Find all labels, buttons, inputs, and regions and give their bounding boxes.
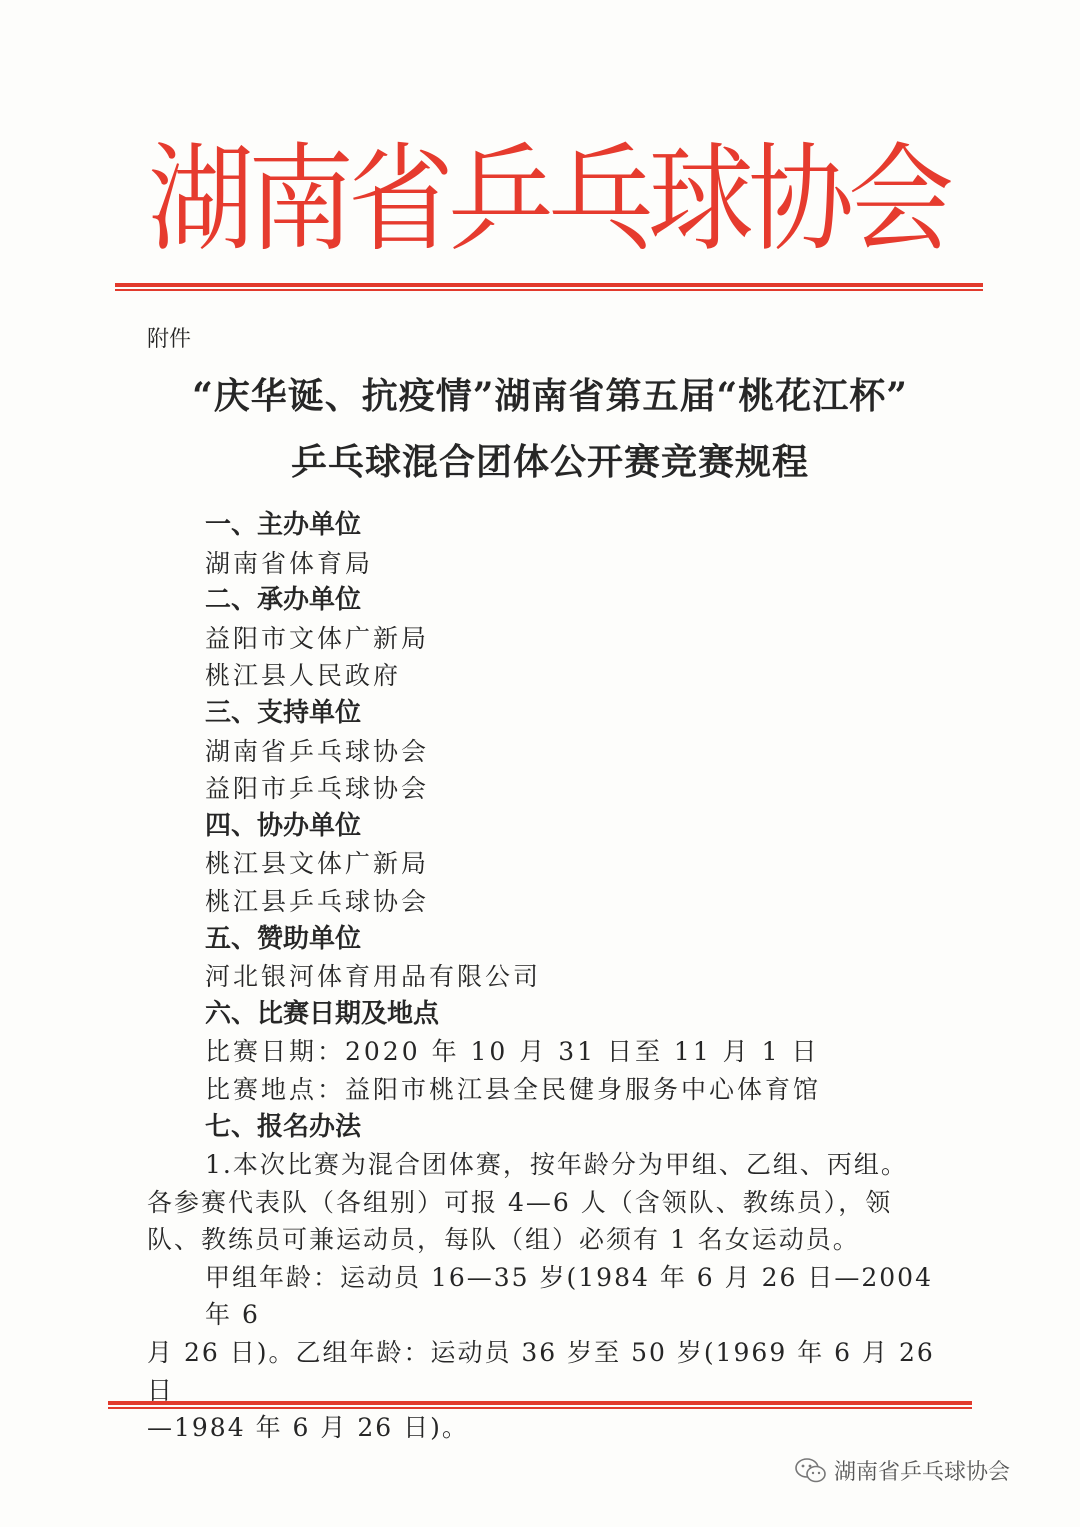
section-line: 湖南省乒乓球协会: [205, 736, 430, 766]
document-title-line2: 乒乓球混合团体公开赛竞赛规程: [290, 441, 809, 483]
section-line: 比赛地点：益阳市桃江县全民健身服务中心体育馆: [205, 1074, 822, 1104]
org-char: 省: [348, 131, 454, 268]
watermark-text: 湖南省乒乓球协会: [834, 1460, 1011, 1485]
org-char: 乒: [448, 131, 554, 268]
paragraph-line: 各参赛代表队（各组别）可报 4—6 人（含领队、教练员），领: [147, 1187, 893, 1217]
wechat-icon: [794, 1457, 828, 1485]
footer-divider: [108, 1401, 972, 1409]
section-line: 比赛日期：2020 年 10 月 31 日至 11 月 1 日: [205, 1037, 820, 1067]
section-line: 桃江县乒乓球协会: [205, 886, 430, 916]
org-char: 南: [248, 131, 354, 268]
attachment-label: 附件: [147, 327, 192, 352]
section-heading: 五、赞助单位: [205, 923, 362, 954]
paragraph-line: 1.本次比赛为混合团体赛，按年龄分为甲组、乙组、丙组。: [205, 1150, 908, 1180]
wechat-watermark: [794, 1455, 1010, 1486]
paragraph-line: 甲组年龄：运动员 16—35 岁(1984 年 6 月 26 日—2004 年 6: [205, 1262, 933, 1330]
org-char: 球: [648, 131, 754, 268]
section-line: 河北银河体育用品有限公司: [205, 962, 542, 992]
org-char: 会: [848, 131, 954, 268]
section-line: 益阳市乒乓球协会: [205, 774, 430, 804]
section-heading: 七、报名办法: [205, 1111, 362, 1142]
document-body: [147, 507, 937, 1447]
registration-paragraph-2: [147, 1259, 937, 1447]
paragraph-line: —1984 年 6 月 26 日)。: [147, 1413, 469, 1443]
section-line: 桃江县人民政府: [205, 661, 402, 691]
paragraph-line: 队、教练员可兼运动员，每队（组）必须有 1 名女运动员。: [147, 1225, 860, 1255]
section-line: 益阳市文体广新局: [205, 623, 430, 653]
org-char: 湖: [148, 131, 254, 268]
section-heading: 一、主办单位: [205, 510, 362, 540]
org-char: 乓: [548, 131, 654, 268]
section-line: 桃江县文体广新局: [205, 849, 430, 879]
section-heading: 三、支持单位: [205, 697, 362, 728]
header-divider: [115, 283, 983, 291]
section-line: 湖南省体育局: [205, 548, 374, 578]
org-char: 协: [748, 131, 854, 268]
section-heading: 六、比赛日期及地点: [205, 998, 440, 1029]
organization-header: [148, 131, 954, 268]
registration-paragraph-1: [147, 1146, 937, 1259]
section-heading: 四、协办单位: [205, 810, 362, 841]
paragraph-line: 月 26 日)。乙组年龄：运动员 36 岁至 50 岁(1969 年 6 月 26 日: [147, 1338, 935, 1405]
section-heading: 二、承办单位: [205, 585, 362, 616]
document-title-line1: “庆华诞、抗疫情”湖南省第五届“桃花江杯”: [192, 375, 908, 417]
